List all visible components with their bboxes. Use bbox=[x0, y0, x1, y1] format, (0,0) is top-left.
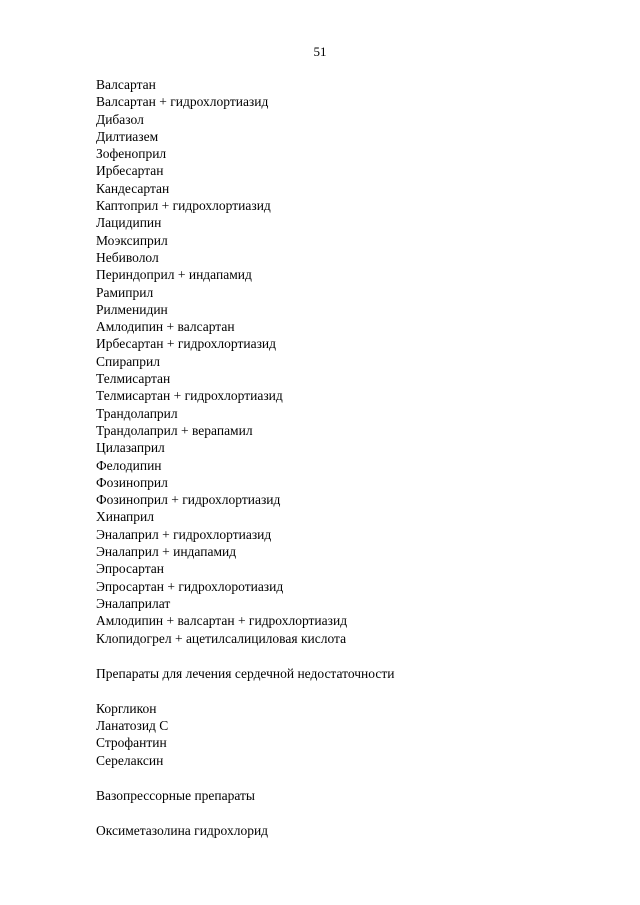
list-item: Дилтиазем bbox=[96, 128, 159, 144]
list-item: Цилазаприл bbox=[96, 440, 165, 456]
spacer bbox=[96, 682, 616, 700]
list-item: Серелаксин bbox=[96, 752, 164, 768]
list-item: Ирбесартан bbox=[96, 163, 164, 179]
list-item: Валсартан bbox=[96, 77, 156, 92]
spacer bbox=[96, 647, 616, 665]
section-heading-vasopressor: Вазопрессорные препараты bbox=[96, 787, 255, 803]
list-item: Рилменидин bbox=[96, 301, 168, 317]
list-item: Строфантин bbox=[96, 735, 167, 751]
list-item: Фозиноприл + гидрохлортиазид bbox=[96, 492, 281, 508]
list-item: Моэксиприл bbox=[96, 232, 168, 248]
list-item: Трандолаприл bbox=[96, 405, 178, 421]
document-body bbox=[96, 76, 616, 839]
list-item: Периндоприл + индапамид bbox=[96, 267, 252, 283]
list-item: Спираприл bbox=[96, 353, 160, 369]
page-number: 51 bbox=[313, 44, 327, 59]
list-item: Амлодипин + валсартан bbox=[96, 319, 235, 335]
list-item: Ланатозид С bbox=[96, 718, 169, 734]
list-item: Фозиноприл bbox=[96, 474, 168, 490]
list-item: Телмисартан bbox=[96, 371, 171, 387]
section-heading-heart-failure: Препараты для лечения сердечной недостаточности bbox=[96, 665, 395, 681]
list-item: Каптоприл + гидрохлортиазид bbox=[96, 198, 271, 214]
list-item: Рамиприл bbox=[96, 284, 154, 300]
spacer bbox=[96, 769, 616, 787]
list-item: Оксиметазолина гидрохлорид bbox=[96, 822, 269, 838]
drug-list-vasopressor bbox=[96, 822, 616, 839]
list-item: Эналаприл + индапамид bbox=[96, 544, 237, 560]
list-item: Лацидипин bbox=[96, 215, 162, 231]
list-item: Дибазол bbox=[96, 111, 144, 127]
list-item: Коргликон bbox=[96, 700, 157, 716]
list-item: Хинаприл bbox=[96, 509, 154, 525]
list-item: Зофеноприл bbox=[96, 146, 167, 162]
list-item: Фелодипин bbox=[96, 457, 162, 473]
list-item: Кандесартан bbox=[96, 180, 170, 196]
list-item: Амлодипин + валсартан + гидрохлортиазид bbox=[96, 613, 348, 629]
list-item: Ирбесартан + гидрохлортиазид bbox=[96, 336, 277, 352]
list-item: Эпросартан bbox=[96, 561, 164, 577]
drug-list-heart-failure bbox=[96, 700, 616, 769]
list-item: Небиволол bbox=[96, 249, 159, 265]
list-item: Клопидогрел + ацетилсалициловая кислота bbox=[96, 630, 347, 646]
list-item: Валсартан + гидрохлортиазид bbox=[96, 94, 269, 110]
list-item: Телмисартан + гидрохлортиазид bbox=[96, 388, 283, 404]
list-item: Эпросартан + гидрохлоротиазид bbox=[96, 578, 284, 594]
drug-list-antihypertensive bbox=[96, 76, 616, 647]
list-item: Трандолаприл + верапамил bbox=[96, 422, 253, 438]
list-item: Эналаприлат bbox=[96, 595, 171, 611]
spacer bbox=[96, 804, 616, 822]
list-item: Эналаприл + гидрохлортиазид bbox=[96, 526, 272, 542]
